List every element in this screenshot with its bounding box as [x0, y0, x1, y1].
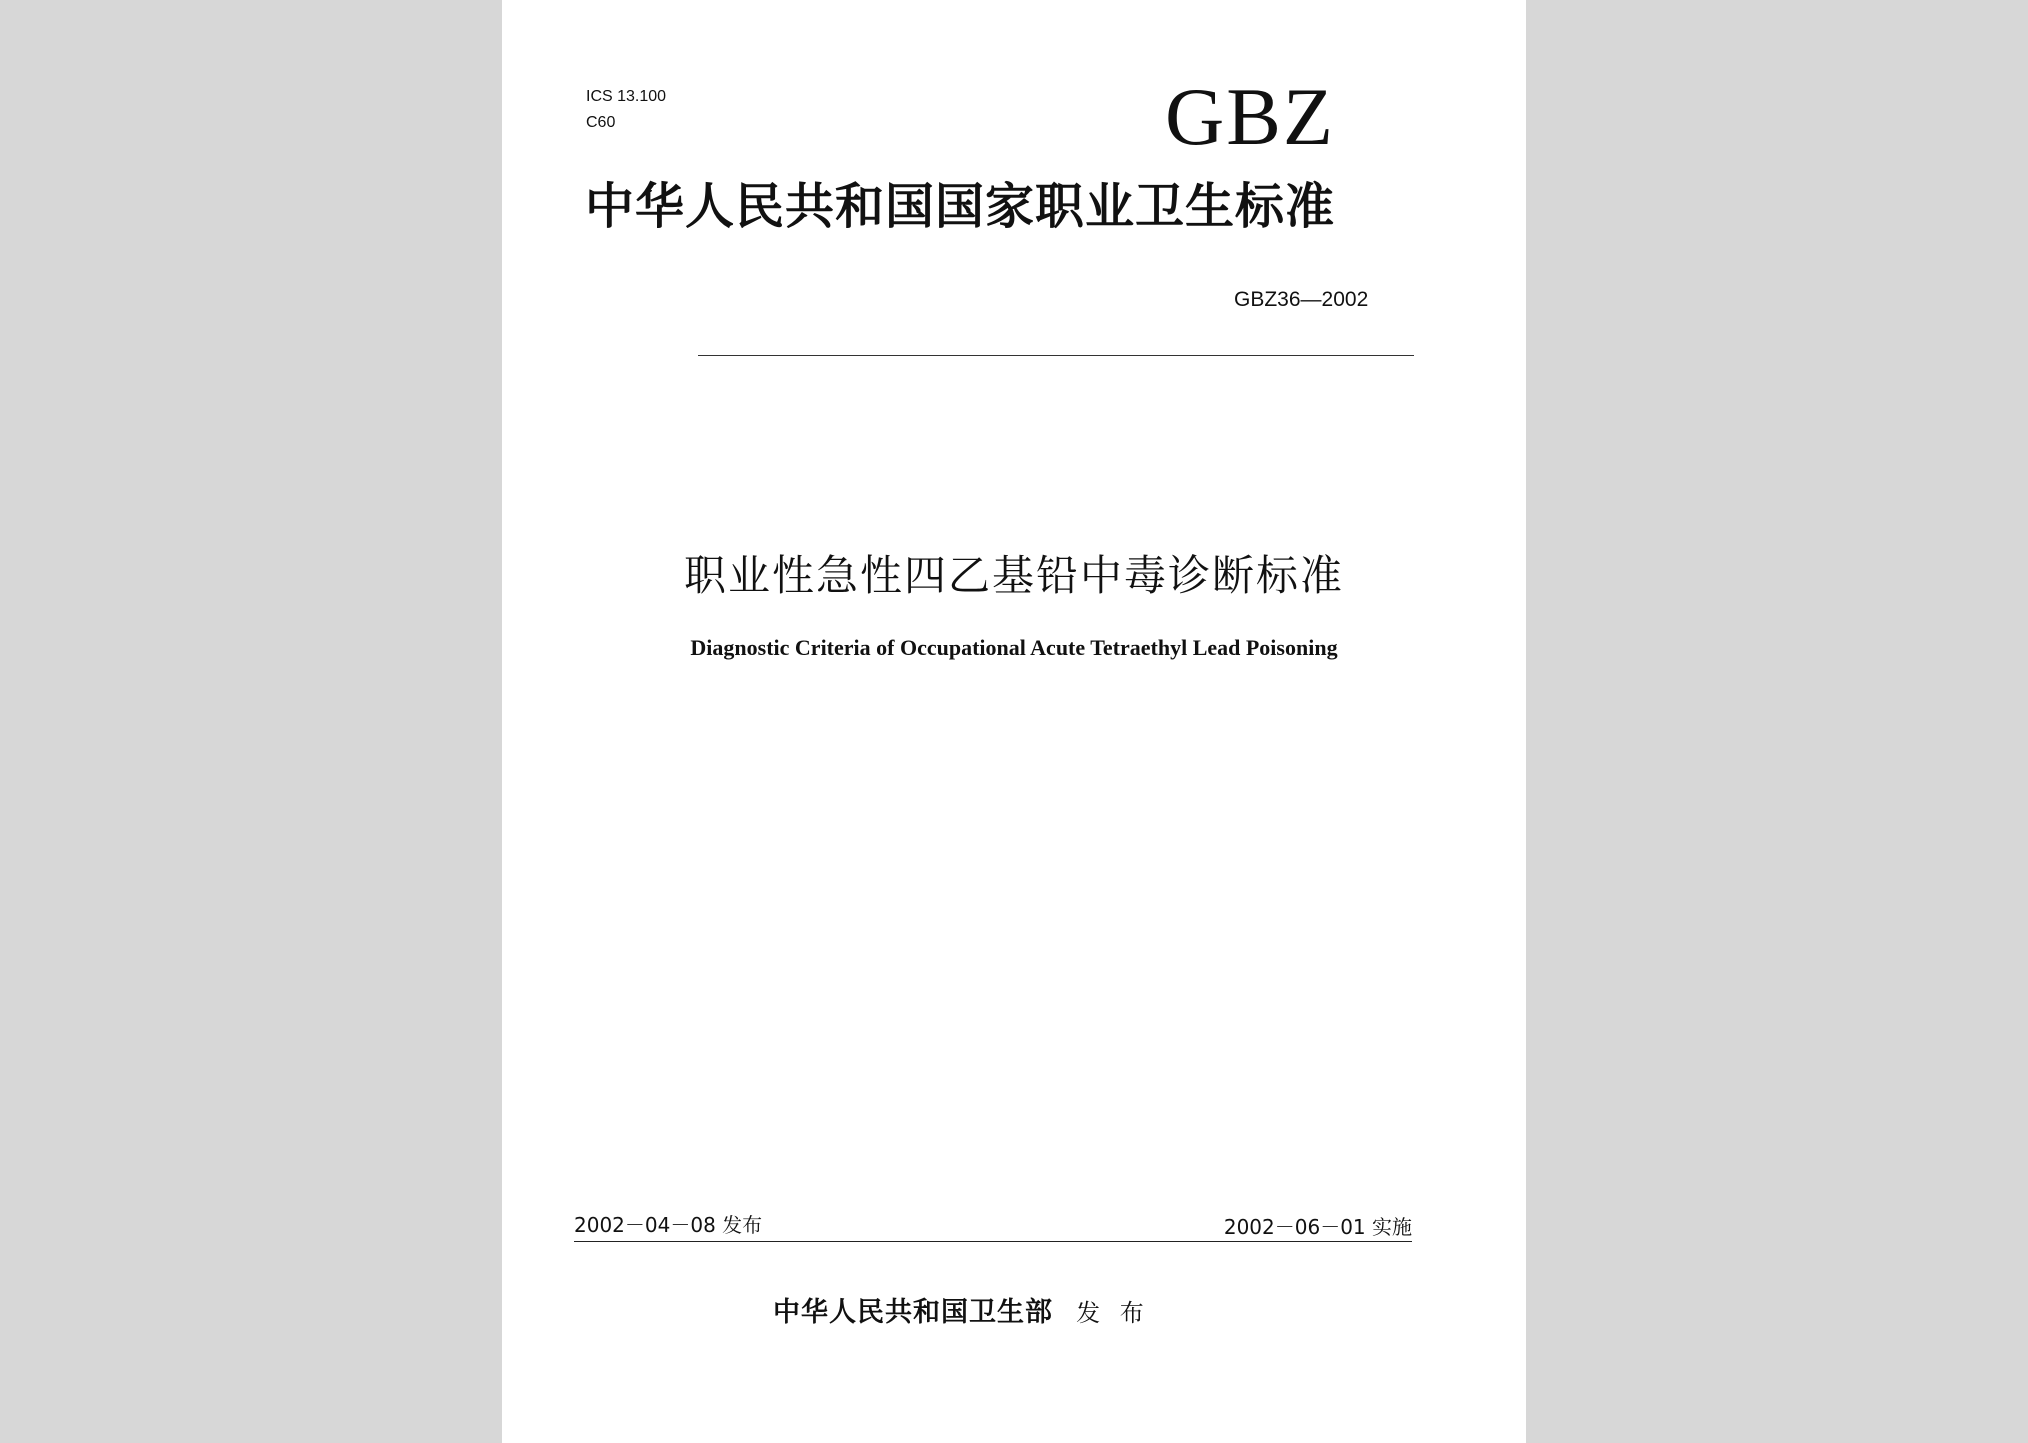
document-title-en: Diagnostic Criteria of Occupational Acute Tetraethyl Lead Poisoning: [690, 635, 1338, 660]
standard-title: 中华人民共和国国家职业卫生标准: [585, 177, 1336, 235]
issue-date: 2002－04－08 发布: [574, 1213, 763, 1237]
ics-code: ICS 13.100: [586, 88, 667, 105]
issuer-name: 中华人民共和国卫生部: [773, 1297, 1053, 1328]
issuer-action: 发 布: [1076, 1299, 1150, 1327]
ccs-code: C60: [586, 114, 616, 131]
header-divider: [698, 355, 1414, 356]
document-title-cn: 职业性急性四乙基铅中毒诊断标准: [683, 551, 1344, 600]
footer-divider: [574, 1241, 1412, 1242]
gbz-logo: GBZ: [1165, 71, 1335, 162]
classification-codes: [586, 84, 666, 136]
implementation-date: 2002－06－01 实施: [1223, 1215, 1412, 1239]
standard-code: GBZ36—2002: [1234, 288, 1369, 311]
issuer-line: [773, 1290, 1150, 1329]
